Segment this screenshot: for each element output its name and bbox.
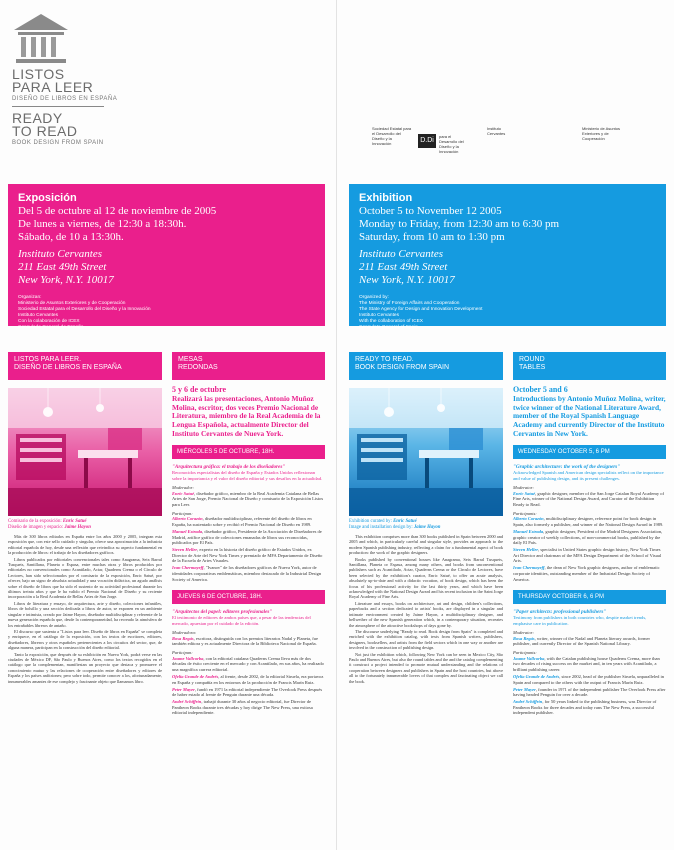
person-name: Ofelia Grande de Andrés xyxy=(513,673,560,679)
person-bio: diseñador gráfico, miembro de la Real Academia Catalana de Bellas Artes de San Jorge, Premio Nacional de Diseño y comisario de la Exposición Listos para Leer. xyxy=(172,490,324,508)
participant: Ofelia Grande de Andrés, al frente, desde 2002, de la editorial Siruela, era portavoz en España y compañía en los entornos de la producción de Francis Marín Ruiz. xyxy=(172,673,324,685)
org-line: Sociedad Estatal para el Desarrollo del Diseño y la Innovación xyxy=(18,307,151,312)
org-line: Consulado General de España xyxy=(18,325,84,330)
title-spanish xyxy=(12,68,93,94)
org-line: Consulate General of Spain xyxy=(359,325,418,330)
body-text-english xyxy=(349,534,503,834)
date-line: Sábado, de 10 a 13:30h. xyxy=(18,231,124,243)
title-en-line-1: READY xyxy=(12,110,63,126)
session-title: "Paper architects: professional publishers" xyxy=(513,608,607,615)
designer-label: Image and installation design by: xyxy=(349,525,413,530)
exhibition-dates xyxy=(18,205,315,244)
session-title: "Arquitectura gráfica: el trabajo de los diseñadores" xyxy=(172,463,286,470)
participant: Peter Mayer, fundó en 1971 la editorial independiente The Overlook Press después de haber estado al frente de Penguin durante una década. xyxy=(172,686,323,698)
person-name: Steven Heller xyxy=(513,547,539,553)
person-bio: writer, winner of the Nadal and Planeta literary awards, former publisher, and currently Director of the Spanish National Library. xyxy=(513,635,651,647)
person-bio: with the Catalan publishing house Quaderns Crema, more than two decades of rising success on the market and, in ten years with Acantilado, a brilliant publishing career. xyxy=(513,655,660,672)
person-bio: diseñador gráfico, Presidente de la Asociación de Diseñadores de Madrid, artífice gráfico de colecciones emanadas de libros sus reconocidas, publicados por El País. xyxy=(172,528,322,546)
venue-line: Instituto Cervantes xyxy=(18,248,103,260)
org-line: The Ministry of Foreign Affairs and Cooperation xyxy=(359,301,460,306)
subtitle-spanish: DISEÑO DE LIBROS EN ESPAÑA xyxy=(12,96,118,102)
person-name: Manuel Estrada xyxy=(172,528,203,534)
credits-spanish xyxy=(8,519,162,531)
exhibition-venue xyxy=(18,248,315,287)
section-tab-exhibition-es xyxy=(8,352,162,380)
paragraph: Not just the exhibition which, following New York can be seen in Mexico City, São Paulo and Buenos Aires, but also the round tables and the and the catalog complementing it construct a project intended to promote mutual understanding and the relations of cooperation between designers and publishers in Spain and the host countries, but above all to the fortunately innumerable lovers of that complex and fascinating object we call the book. xyxy=(349,651,503,684)
session-title: "Arquitectos del papel: editores profesionales" xyxy=(172,608,273,615)
person-bio: escritora, distinguida con los premios literarios Nadal y Planeta, fue también editora y es actualmente Directora de la Biblioteca Nacional de España. xyxy=(172,635,318,647)
round-tables-intro: Introductions by Antonio Muñoz Molina, writer, twice winner of the National Literature Award, member of the Royal Spanish Language Academy and currently Director of the Instituto Cervantes in New York. xyxy=(513,393,666,438)
header-divider xyxy=(12,106,104,107)
person-bio: specialist in United States graphic design history, New York Times Art Director and chairman of the MFA Design Department of the School of Visual Arts. xyxy=(513,547,662,564)
paragraph: Libros de literatura y ensayo, de arquitectura, arte y diseño, colecciones infantiles, libros de bolsillo y una sección dedicada a libros de autor, se exponen en un ambiente singular e intimista, creado por Jaime Hayon, diseñador multidisciplinar y referente de la nueva generación española que, desde la contemporaneidad, ha recreado la atmósfera de los entrañables libreros de antaño. xyxy=(8,600,162,628)
title-es-line-1: LISTOS xyxy=(12,66,65,82)
curator-label: Exhibition curated by: xyxy=(349,519,392,524)
participant: Alberto Corazón, multidisciplinary designer, reference point for book design in Spain, also formerly a publisher, and winner of the National Design Award in 1989. xyxy=(513,516,664,527)
exhibition-box-spanish xyxy=(8,184,325,330)
exhibition-heading: Exposición xyxy=(18,192,77,204)
participant: André Schiffrin, trabajó durante 30 años al negocio editorial, fue Director de Pantheon Books durante tres décadas y hoy dirige The New Press, una exitosa editorial independiente. xyxy=(172,699,313,716)
person-name: Ofelia Grande de Andrés xyxy=(172,673,219,679)
person-name: Enric Satué xyxy=(513,490,536,496)
date-line: De lunes a viernes, de 12:30 a 18:30h. xyxy=(18,218,187,230)
participant: Alberto Corazón, diseñador multidisciplinar, referente del diseño de libros en España, ha sustentado sobre y recibió el Premio Nacional de Diseño en 1989. xyxy=(172,516,312,527)
org-line: Organizan: xyxy=(18,295,42,300)
participants-label: Participan: xyxy=(172,650,193,656)
round-tables-dates: 5 y 6 de octubre xyxy=(172,385,227,394)
exhibition-photo-pink xyxy=(8,388,162,516)
date-line: October 5 to November 12 2005 xyxy=(359,205,502,217)
title-es-line-2: PARA LEER xyxy=(12,79,94,95)
person-name: Ivan Chermayeff xyxy=(172,565,204,571)
body-text-spanish xyxy=(8,534,162,834)
person-name: Peter Mayer xyxy=(172,686,195,692)
person-bio: trabajó durante 30 años al negocio editorial, fue Director de Pantheon Books durante tres décadas y hoy dirige The New Press, una exitosa editorial independiente. xyxy=(172,699,313,716)
tab-line: ROUND xyxy=(519,356,545,363)
participant: André Schiffrin, for 50 years linked to the publishing business, was Director of Pantheon Books for three decades and today runs The New Press, a successful independent publisher. xyxy=(513,699,657,716)
curator-name: Enric Satué xyxy=(393,519,417,524)
moderator-label: Moderator: xyxy=(513,630,534,636)
person-name: Rosa Regás xyxy=(172,635,194,641)
sponsor-cervantes: Instituto Cervantes xyxy=(487,126,506,136)
person-name: Alberto Corazón xyxy=(513,516,544,522)
building-logo-icon xyxy=(12,12,70,64)
session-summary: Acknowledged Spanish and American design specialists reflect on the importance and value of publishing design, and its present challenges. xyxy=(513,470,664,481)
section-tab-round-tables-en xyxy=(513,352,666,380)
paragraph: Libros publicados por editoriales convencionales tales como Anagrama, Seix Barral Tusquets, Santillana, Planeta o Espasa, entre muchas otras y libros producidos por editoriales no convencionales como Acantilado, Actar, Quaderns Crema o el Círculo de Lectores, han sido seleccionados por el comisario de la exposición, Enric Satué, por ofrecer, bajo un signo de absoluta actualidad y una vocación didáctica, un agudo análisis sobre el diseño de libros que ha sido el sustento de su actividad profesional durante los últimos treinta años y que le ha valido el Premio Nacional de Diseño y su reciente incorporación a la Real Academia de Bellas Artes de San Jorge. xyxy=(8,556,162,600)
subtitle-english: BOOK DESIGN FROM SPAIN xyxy=(12,140,104,146)
person-name: Steven Heller xyxy=(172,547,198,553)
person-name: André Schiffrin xyxy=(172,699,202,705)
tab-line: BOOK DESIGN FROM SPAIN xyxy=(355,364,449,371)
exhibition-dates xyxy=(359,205,656,244)
participant: Steven Heller, specialist in United States graphic design history, New York Times Art Director and chairman of the MFA Design Department of the School of Visual Arts. xyxy=(513,547,662,564)
venue-line: Instituto Cervantes xyxy=(359,248,444,260)
round-tables-dates: October 5 and 6 xyxy=(513,385,568,394)
page-fold xyxy=(336,0,337,850)
participants-label: Participants: xyxy=(513,650,537,656)
date-line: Del 5 de octubre al 12 de noviembre de 2005 xyxy=(18,205,217,217)
org-line: The State Agency for Design and Innovation Development xyxy=(359,307,483,312)
session-1 xyxy=(513,464,666,582)
designer-line xyxy=(8,525,162,531)
session-1 xyxy=(172,464,325,582)
designer-name: Jaime Hayon xyxy=(413,525,441,530)
tab-line: MESAS xyxy=(178,356,203,363)
paragraph: Literature and essays, books on architecture, art and design, children's collections, paperbacks and a section dedicated to artists' books, are displayed in a singular and intimate environment created by Jaime Hayon, a multidisciplinary designer, and bellwether of the new Spanish generation which, in a contemporary situation, recreates the atmosphere of the attractive bookshops of days gone by. xyxy=(349,600,503,628)
participant: Ofelia Grande de Andrés, since 2002, head of the publisher Siruela, unparalleled in Spain and compared to the others with the output of Francis Marín Ruiz. xyxy=(513,673,664,685)
paragraph: This exhibition comprises more than 300 books published in Spain between 2000 and 2005 and which, in particularly careful and singular style, provides an approach to the modern Spanish publishing industry, reflecting a claim for a fundamental aspect of book production: the work of the graphic designers. xyxy=(349,534,503,556)
participant: Ivan Chermayeff, the dean of New York graphic designers, author of emblematic corporate identities, outstanding member of the Industrial Design Society of America. xyxy=(513,565,660,582)
photo-illustration xyxy=(349,388,503,516)
round-tables-spanish xyxy=(172,386,325,718)
day-bar-2: THURSDAY OCTOBER 6, 6 PM xyxy=(513,590,666,604)
person-name: Peter Mayer xyxy=(513,686,536,692)
day-bar-1: MIÉRCOLES 5 DE OCTUBRE, 18H. xyxy=(172,445,325,459)
participant: Manuel Estrada, graphic designer, President of the Madrid Designers Association, graphic creator of weekly collections, of non-commercial books, published by the daily El País. xyxy=(513,528,663,546)
session-summary: Reconocidos especialistas del diseño de España y Estados Unidos reflexionan sobre la importancia y el valor del diseño editorial y sus desafíos en la actualidad. xyxy=(172,470,323,481)
session-summary: El testimonio de editores de ambos países que, a pesar de las tendencias del mercado, apuestan por el cuidado de la edición. xyxy=(172,615,311,626)
day-bar-2: JUEVES 6 DE OCTUBRE, 18H. xyxy=(172,590,325,604)
moderator: Rosa Regás, writer, winner of the Nadal and Planeta literary awards, former publisher, and currently Director of the Spanish National Library. xyxy=(513,635,651,647)
tab-line: LISTOS PARA LEER. xyxy=(14,356,82,363)
credits-english xyxy=(349,519,503,531)
moderator: Enric Satué, graphic designer, member of the San Jorge Catalan Royal Academy of Fine Arts, winner of the National Design Award, and Curator of the Exhibition Ready to Read. xyxy=(513,490,664,508)
person-name: Rosa Regás xyxy=(513,635,535,641)
tab-line: TABLES xyxy=(519,364,546,371)
person-bio: fundó en 1971 la editorial independiente The Overlook Press después de haber estado al frente de Penguin durante una década. xyxy=(172,686,323,698)
paragraph: Books published by conventional houses like Anagrama, Seix Barral Tusquets, Santillana, Planeta or Espasa, among many others, and books from unconventional publishers such as Acantilado, Actar, Quaderns Crema or the Círculo de Lectores, have been selected by the exhibition's curator, Enric Satué, to offer an acute analysis, absolutely up-to-date and with a didactic vocation, of book design, which has been the focus of his professional activity for the last thirty years, and which have been acknowledged with the National Design Award and his recent inclusion in the Saint Jorge Royal Academy of Fine Arts. xyxy=(349,556,503,600)
date-line: Monday to Friday, from 12:30 am to 6:30 pm xyxy=(359,218,560,230)
sponsor-ddi-text: para el Desarrollo del Diseño y la Innovación xyxy=(439,134,464,154)
person-bio: diseñador multidisciplinar, referente del diseño de libros en España, ha sustentado sobre y recibió el Premio Nacional de Diseño en 1989. xyxy=(172,516,312,527)
person-name: André Schiffrin xyxy=(513,699,543,705)
sponsor-ministry: Ministerio de Asuntos Exteriores y de Cooperación xyxy=(582,126,621,141)
designer-name: Jaime Hayon xyxy=(64,525,91,530)
org-line: Organized by: xyxy=(359,295,389,300)
session-title: "Graphic architecture: the work of the designers" xyxy=(513,463,621,470)
org-line: With the collaboration of ICEX xyxy=(359,319,423,324)
person-bio: multidisciplinary designer, reference point for book design in Spain, also formerly a publisher, and winner of the National Design Award in 1989. xyxy=(513,516,664,527)
round-tables-english xyxy=(513,386,666,718)
venue-line: 211 East 49th Street xyxy=(18,261,107,273)
ddi-logo: D.Di xyxy=(418,134,436,148)
participant: Jaume Vallcorba, con la editorial catalana Quaderns Crema lleva más de dos décadas de éxito creciente en el mercado y con Acantilado, en sus años, ha realizado una magnífica carrera editorial. xyxy=(172,655,324,672)
person-bio: con la editorial catalana Quaderns Crema lleva más de dos décadas de éxito creciente en el mercado y con Acantilado, en sus años, ha realizado una magnífica carrera editorial. xyxy=(172,655,324,672)
section-tab-exhibition-en xyxy=(349,352,503,380)
moderator-label: Moderadora: xyxy=(172,630,197,636)
exhibition-organizers xyxy=(18,295,315,331)
person-bio: "Ivanov" de los diseñadores gráficos de Nueva York, autor de identidades corporativas emblemáticas, miembro destacado de la Industrial Design Society of America. xyxy=(172,565,322,582)
participant: Manuel Estrada, diseñador gráfico, Presidente de la Asociación de Diseñadores de Madrid, artífice gráfico de colecciones emanadas de libros sus reconocidas, publicados por El País. xyxy=(172,528,322,546)
moderator-label: Moderador: xyxy=(172,485,194,491)
sponsor-seddi: Sociedad Estatal para el Desarrollo del Diseño y la Innovación xyxy=(372,126,412,146)
venue-line: New York, N.Y. 10017 xyxy=(18,274,114,286)
exhibition-venue xyxy=(359,248,656,287)
paragraph: Más de 300 libros editados en España entre los años 2000 y 2005, integran esta exposición que, con este sello cuidado y singular, ofrece una aproximación a la industria editorial española de hoy, desde una reflexión que reivindica su aspecto fundamental en la producción de libros: el trabajo de los diseñadores gráficos. xyxy=(8,534,162,556)
participant: Ivan Chermayeff, "Ivanov" de los diseñadores gráficos de Nueva York, autor de identidades corporativas emblemáticas, miembro destacado de la Industrial Design Society of America. xyxy=(172,565,322,582)
person-bio: experto en la historia del diseño gráfico de Estados Unidos, ex Director de Arte del New York Times y premiado de MFA Departamento de Diseño de la Escuela de Artes Visuales. xyxy=(172,547,323,564)
person-bio: since 2002, head of the publisher Siruela, unparalleled in Spain and compared to the others with the output of Francis Marín Ruiz. xyxy=(513,673,664,685)
participants-label: Participants: xyxy=(513,510,537,516)
session-summary: Testimony from publishers in both countries who, despite market trends, emphasise care in publication. xyxy=(513,615,647,626)
org-line: Con la colaboración de ICEX xyxy=(18,319,80,324)
photo-illustration xyxy=(8,388,162,516)
paragraph: The discourse underlying "Ready to read. Book design from Spain" is completed and enriched with the exhibition catalog, with texts from Spanish writers, publishers, designers, booksellers, and artists from the field sectors which in one way or another are involved in the construction of publishing design. xyxy=(349,628,503,651)
round-tables-intro: Realizará las presentaciones, Antonio Muñoz Molina, escritor, dos veces Premio Nacional de Literatura, miembro de la Real Academia de la Lengua Española, actualmente Director del Instituto Cervantes de Nueva York. xyxy=(172,393,321,438)
exhibition-organizers xyxy=(359,295,656,331)
paragraph: El discurso que sustenta a "Listos para leer. Diseño de libros en España" se completa y enriquece, en el catálogo de la exposición, con los textos de escritores, editores, diseñadores, libreros y otros españoles pertenecientes a los circuitos del sector, que, de alguna manera, participan en la construcción del diseño editorial. xyxy=(8,628,162,651)
title-en-line-2: TO READ xyxy=(12,123,78,139)
exhibition-box-english xyxy=(349,184,666,330)
session-2 xyxy=(513,609,666,716)
person-name: Enric Satué xyxy=(172,490,195,496)
person-name: Ivan Chermayeff xyxy=(513,565,545,571)
person-name: Manuel Estrada xyxy=(513,528,544,534)
person-name: Alberto Corazón xyxy=(172,516,203,522)
curator-label: Comisario de la exposición: xyxy=(8,519,62,524)
tab-line: READY TO READ. xyxy=(355,356,414,363)
designer-line xyxy=(349,525,503,531)
moderator: Rosa Regás, escritora, distinguida con los premios literarios Nadal y Planeta, fue también editora y es actualmente Directora de la Biblioteca Nacional de España. xyxy=(172,635,318,647)
curator-name: Enric Satué xyxy=(62,519,87,524)
person-bio: graphic designer, President of the Madrid Designers Association, graphic creator of weekly collections, of non-commercial books, published by the daily El País. xyxy=(513,528,663,546)
tab-line: DISEÑO DE LIBROS EN ESPAÑA xyxy=(14,364,122,371)
moderator-label: Moderator: xyxy=(513,485,534,491)
designer-label: Diseño de imagen y espacio: xyxy=(8,525,64,530)
tab-line: REDONDAS xyxy=(178,364,218,371)
person-name: Jaume Vallcorba xyxy=(172,655,204,661)
exhibition-heading: Exhibition xyxy=(359,192,413,204)
participant: Peter Mayer, founder in 1971 of the independent publisher The Overlook Press after having headed Penguin for over a decade. xyxy=(513,686,666,698)
venue-line: 211 East 49th Street xyxy=(359,261,448,273)
participants-label: Participan: xyxy=(172,510,193,516)
participant: Steven Heller, experto en la historia del diseño gráfico de Estados Unidos, ex Director de Arte del New York Times y premiado de MFA Departamento de Diseño de la Escuela de Artes Visuales. xyxy=(172,547,323,564)
person-bio: founder in 1971 of the independent publisher The Overlook Press after having headed Penguin for over a decade. xyxy=(513,686,666,698)
exhibition-photo-blue xyxy=(349,388,503,516)
title-english xyxy=(12,112,77,138)
moderator: Enric Satué, diseñador gráfico, miembro de la Real Academia Catalana de Bellas Artes de San Jorge, Premio Nacional de Diseño y comisario de la Exposición Listos para Leer. xyxy=(172,490,324,508)
day-bar-1: WEDNESDAY OCTOBER 5, 6 PM xyxy=(513,445,666,459)
person-name: Jaume Vallcorba xyxy=(513,655,545,661)
org-line: Instituto Cervantes xyxy=(359,313,399,318)
person-bio: for 50 years linked to the publishing business, was Director of Pantheon Books for three decades and today runs The New Press, a successful independent publisher. xyxy=(513,699,657,716)
org-line: Instituto Cervantes xyxy=(18,313,58,318)
person-bio: graphic designer, member of the San Jorge Catalan Royal Academy of Fine Arts, winner of the National Design Award, and Curator of the Exhibition Ready to Read. xyxy=(513,490,664,508)
person-bio: al frente, desde 2002, de la editorial Siruela, era portavoz en España y compañía en los entornos de la producción de Francis Marín Ruiz. xyxy=(172,673,324,685)
venue-line: New York, N.Y. 10017 xyxy=(359,274,455,286)
participant: Jaume Vallcorba, with the Catalan publishing house Quaderns Crema, more than two decades of rising success on the market and, in ten years with Acantilado, a brilliant publishing career. xyxy=(513,655,660,672)
section-tab-round-tables-es xyxy=(172,352,325,380)
date-line: Saturday, from 10 am to 1:30 pm xyxy=(359,231,505,243)
org-line: Ministerio de Asuntos Exteriores y de Cooperación xyxy=(18,301,126,306)
session-2 xyxy=(172,609,325,716)
paragraph: Tanto la exposición, que después de su exhibición en Nueva York, podrá verse en las ciudades de México DF, São Paulo y Buenos Aires, como los textos recogidos en el catálogo que la complementan, manifiestan un proyecto que destaca y promueve el conocimiento mutuo y las relaciones de cooperación entre diseñadores y editores de España y los países anfitriones; pero sobre todo, permite conocer a los, afortunadamente, innumerables amantes de ese complejo y fascinante objeto que llamamos libro. xyxy=(8,651,162,684)
person-bio: the dean of New York graphic designers, author of emblematic corporate identities, outstanding member of the Industrial Design Society of America. xyxy=(513,565,660,582)
